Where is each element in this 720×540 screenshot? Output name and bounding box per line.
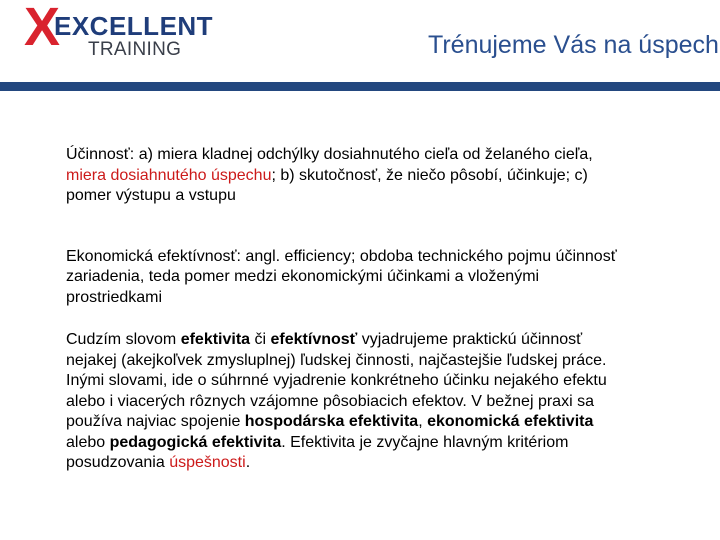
header — [0, 0, 720, 82]
tagline: Trénujeme Vás na úspech — [428, 31, 719, 59]
header-divider-band — [0, 82, 720, 91]
bold-term: efektivita — [180, 331, 251, 348]
paragraph-efektivita — [66, 330, 626, 474]
highlight-red-text: úspešnosti — [169, 454, 246, 471]
text-segment: Cudzím slovom — [66, 331, 181, 348]
text-segment: . Efektivita je zvyčajne hlavným kritériom posudzovania — [66, 433, 569, 471]
text-segment: alebo — [66, 433, 110, 451]
excellent-training-logo — [14, 0, 214, 66]
text-segment: vyjadrujeme praktickú účinnosť nejakej (akejkoľvek zmysluplnej) ľudskej činnosti, najčastejšie ľudskej práce. Inými slovami, ide o súhrnné vyjadrenie konkrétneho účinku nejakého efektu alebo i viacerých rôznych vzájomne pôsobiacich efektov. V bežnej praxi sa používa najviac spojenie — [66, 331, 607, 430]
bold-term: hospodárska efektivita — [244, 413, 419, 430]
logo-wordmark: EXCELLENT — [54, 11, 214, 41]
slide-content — [66, 145, 626, 474]
text-segment: . — [245, 454, 251, 471]
logo-subtitle: TRAINING — [88, 39, 182, 60]
logo-x-mark: X — [24, 0, 61, 57]
bold-term: efektívnosť — [270, 331, 358, 348]
text-segment: či — [250, 331, 271, 348]
bold-term: pedagogická efektivita — [109, 433, 282, 451]
text-segment: ; b) skutočnosť, že niečo pôsobí, účinkuje; c) pomer výstupu a vstupu — [66, 166, 588, 204]
paragraph-ucinnost — [66, 145, 626, 207]
paragraph-ekonomicka-efektivnost: Ekonomická efektívnosť: angl. efficiency; obdoba technického pojmu účinnosť zariadenia, teda pomer medzi ekonomickými účinkami a vloženými prostriedkami — [66, 247, 617, 306]
bold-term: ekonomická efektivita — [427, 413, 594, 430]
text-segment: Účinnosť: a) miera kladnej odchýlky dosiahnutého cieľa od želaného cieľa, — [66, 146, 593, 163]
highlight-red-text: miera dosiahnutého úspechu — [66, 166, 272, 184]
text-segment: , — [418, 413, 428, 430]
